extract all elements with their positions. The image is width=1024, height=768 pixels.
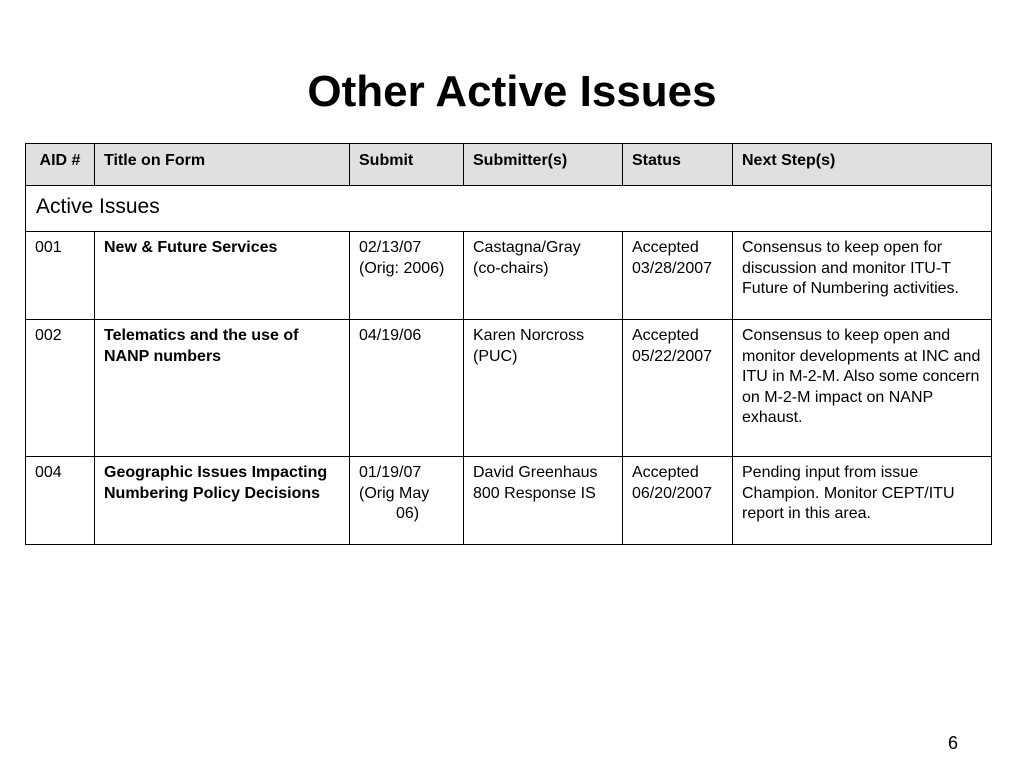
header-status: Status: [623, 144, 733, 186]
submit-date: 01/19/07: [359, 464, 422, 481]
status-label: Accepted: [632, 239, 699, 256]
cell-submitters: [464, 232, 623, 320]
header-next-steps: Next Step(s): [733, 144, 992, 186]
section-row: [26, 186, 992, 232]
submitter-affiliation: 800 Response IS: [473, 484, 596, 502]
cell-submit: [350, 232, 464, 320]
section-label: Active Issues: [26, 186, 992, 232]
submitter-name: David Greenhaus: [473, 464, 598, 481]
header-title: Title on Form: [95, 144, 350, 186]
slide-title: Other Active Issues: [307, 67, 717, 116]
cell-title: Telematics and the use of NANP numbers: [95, 320, 350, 457]
table-row: [26, 232, 992, 320]
cell-submit: [350, 457, 464, 545]
cell-status: [623, 232, 733, 320]
submit-original-year: 06): [396, 505, 420, 522]
submit-date: 04/19/06: [359, 327, 422, 344]
status-date: 06/20/2007: [632, 484, 713, 502]
page-number: 6: [948, 733, 959, 753]
cell-title: New & Future Services: [95, 232, 350, 320]
cell-submitters: [464, 320, 623, 457]
cell-submit: [350, 320, 464, 457]
cell-next-steps: Consensus to keep open for discussion and monitor ITU-T Future of Numbering activities.: [733, 232, 992, 320]
submit-original: (Orig May: [359, 484, 430, 502]
cell-status: [623, 457, 733, 545]
submitter-affiliation: (PUC): [473, 347, 518, 365]
submit-original: (Orig: 2006): [359, 259, 445, 277]
cell-next-steps: Pending input from issue Champion. Monitor CEPT/ITU report in this area.: [733, 457, 992, 545]
issues-table: [25, 143, 992, 545]
submitter-name: Karen Norcross: [473, 327, 585, 344]
status-label: Accepted: [632, 327, 699, 344]
submit-original-continued: [359, 504, 454, 525]
status-date: 03/28/2007: [632, 259, 713, 277]
submitter-affiliation: (co-chairs): [473, 259, 549, 277]
table-header-row: [26, 144, 992, 186]
header-submitters: Submitter(s): [464, 144, 623, 186]
cell-aid: 001: [26, 232, 95, 320]
header-submit: Submit: [350, 144, 464, 186]
cell-title: Geographic Issues Impacting Numbering Policy Decisions: [95, 457, 350, 545]
cell-aid: 004: [26, 457, 95, 545]
header-aid: AID #: [26, 144, 95, 186]
cell-next-steps: Consensus to keep open and monitor developments at INC and ITU in M-2-M. Also some concern on M-2-M impact on NANP exhaust.: [733, 320, 992, 457]
table-row: [26, 457, 992, 545]
cell-submitters: [464, 457, 623, 545]
status-label: Accepted: [632, 464, 699, 481]
submit-date: 02/13/07: [359, 239, 422, 256]
table-row: [26, 320, 992, 457]
cell-aid: 002: [26, 320, 95, 457]
cell-status: [623, 320, 733, 457]
submitter-name: Castagna/Gray: [473, 239, 581, 256]
status-date: 05/22/2007: [632, 347, 713, 365]
